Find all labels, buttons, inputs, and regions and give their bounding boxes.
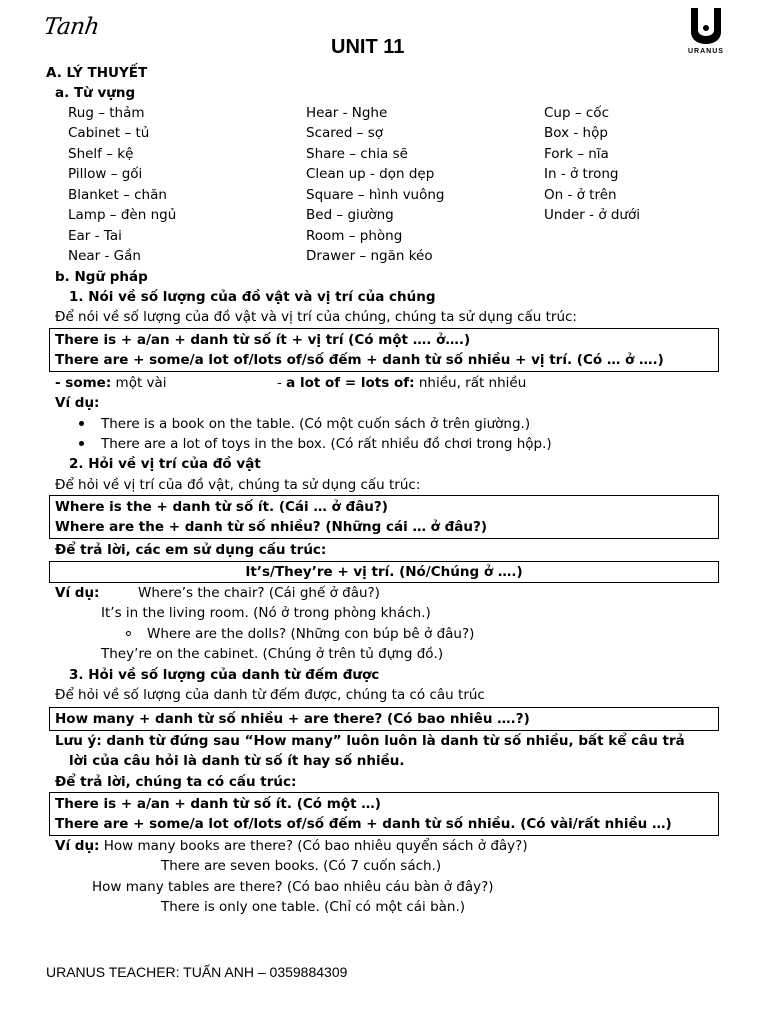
note-some: - some: một vài xyxy=(55,375,167,391)
bullet-icon xyxy=(79,441,84,446)
grammar-heading: b. Ngữ pháp xyxy=(55,269,148,285)
vocab-item: Bed – giường xyxy=(306,207,394,223)
vocab-item: On - ở trên xyxy=(544,187,617,203)
example-line: Ví dụ: How many books are there? (Có bao nhiêu quyển sách ở đây?) xyxy=(55,838,528,854)
grammar-1-intro: Để nói về số lượng của đồ vật và vị trí của chúng, chúng ta sử dụng cấu trúc: xyxy=(55,309,577,325)
structure-line: There are + some/a lot of/lots of/số đếm + danh từ số nhiều + vị trí. (Có … ở ….) xyxy=(55,352,664,368)
example-sentence: They’re on the cabinet. (Chúng ở trên tủ đựng đồ.) xyxy=(101,646,444,662)
structure-box xyxy=(49,328,719,372)
note-a-lot-of: - a lot of = lots of: nhiều, rất nhiều xyxy=(277,375,527,391)
grammar-2-heading: 2. Hỏi về vị trí của đồ vật xyxy=(69,456,261,472)
vocab-item: Under - ở dưới xyxy=(544,207,641,223)
vocab-item: Cabinet – tủ xyxy=(68,125,150,141)
vocab-item: Clean up - dọn dẹp xyxy=(306,166,435,182)
note-line: Lưu ý: danh từ đứng sau “How many” luôn luôn là danh từ số nhiều, bất kể câu trả xyxy=(55,733,685,749)
logo-text: URANUS xyxy=(688,48,724,55)
bullet-icon xyxy=(79,421,84,426)
example-sentence: Where are the dolls? (Những con búp bê ở đâu?) xyxy=(147,626,475,642)
vocab-item: Pillow – gối xyxy=(68,166,143,182)
structure-line: There are + some/a lot of/lots of/số đếm + danh từ số nhiều. (Có vài/rất nhiều …) xyxy=(55,816,672,832)
structure-box xyxy=(49,495,719,539)
uranus-logo xyxy=(684,6,728,58)
vocab-heading: a. Từ vựng xyxy=(55,85,136,101)
vocab-item: Blanket – chăn xyxy=(68,187,167,203)
structure-line: It’s/They’re + vị trí. (Nó/Chúng ở ….) xyxy=(245,564,523,580)
structure-line: There is + a/an + danh từ số ít. (Có một …) xyxy=(55,796,381,812)
answer-intro: Để trả lời, các em sử dụng cấu trúc: xyxy=(55,542,327,558)
example-sentence: Where’s the chair? (Cái ghế ở đâu?) xyxy=(138,585,380,601)
example-sentence: It’s in the living room. (Nó ở trong phòng khách.) xyxy=(101,605,431,621)
vocab-item: Room – phòng xyxy=(306,228,403,244)
page-title: UNIT 11 xyxy=(331,36,405,58)
structure-line: Where are the + danh từ số nhiều? (Những cái … ở đâu?) xyxy=(55,519,488,535)
vocab-item: Box - hộp xyxy=(544,125,608,141)
example-sentence: How many tables are there? (Có bao nhiêu cáu bàn ở đây?) xyxy=(92,879,494,895)
structure-box xyxy=(49,792,719,836)
structure-line: How many + danh từ số nhiều + are there? (Có bao nhiêu ….?) xyxy=(55,711,530,727)
vocab-item: Cup – cốc xyxy=(544,105,609,121)
section-heading: A. LÝ THUYẾT xyxy=(46,65,148,81)
footer: URANUS TEACHER: TUẤN ANH – 0359884309 xyxy=(46,964,348,980)
structure-line: Where is the + danh từ số ít. (Cái … ở đâu?) xyxy=(55,499,388,515)
grammar-2-intro: Để hỏi về vị trí của đồ vật, chúng ta sử dụng cấu trúc: xyxy=(55,477,421,493)
vocab-item: Rug – thảm xyxy=(68,105,145,121)
circle-bullet-icon xyxy=(126,631,131,636)
answer-intro: Để trả lời, chúng ta có cấu trúc: xyxy=(55,774,297,790)
structure-line: There is + a/an + danh từ số ít + vị trí (Có một …. ở….) xyxy=(55,332,471,348)
grammar-3-heading: 3. Hỏi về số lượng của danh từ đếm được xyxy=(69,667,380,683)
vocab-item: Drawer – ngăn kéo xyxy=(306,248,433,264)
example-sentence: There is only one table. (Chỉ có một cái bàn.) xyxy=(161,899,466,915)
grammar-3-intro: Để hỏi về số lượng của danh từ đếm được, chúng ta có câu trúc xyxy=(55,687,485,703)
vocab-item: Share – chia sẽ xyxy=(306,146,408,162)
vocab-item: Ear - Tai xyxy=(68,228,122,244)
vocab-item: Scared – sợ xyxy=(306,125,384,141)
vocab-item: In - ở trong xyxy=(544,166,619,182)
uranus-logo-icon xyxy=(684,6,728,48)
example-sentence: There is a book on the table. (Có một cuốn sách ở trên giường.) xyxy=(101,416,531,432)
structure-box xyxy=(49,707,719,731)
vocab-item: Fork – nĩa xyxy=(544,146,609,162)
example-label: Ví dụ: xyxy=(55,395,100,411)
example-sentence: There are a lot of toys in the box. (Có rất nhiều đồ chơi trong hộp.) xyxy=(101,436,552,452)
example-sentence: There are seven books. (Có 7 cuốn sách.) xyxy=(161,858,442,874)
vocab-item: Hear - Nghe xyxy=(306,105,388,121)
signature: Tanh xyxy=(42,14,101,40)
vocab-item: Shelf – kệ xyxy=(68,146,134,162)
vocab-item: Near - Gần xyxy=(68,248,141,264)
structure-box xyxy=(49,561,719,583)
grammar-1-heading: 1. Nói về số lượng của đồ vật và vị trí của chúng xyxy=(69,289,436,305)
vocab-item: Square – hình vuông xyxy=(306,187,445,203)
vocab-item: Lamp – đèn ngủ xyxy=(68,207,177,223)
example-label: Ví dụ: xyxy=(55,585,100,601)
note-line: lời của câu hỏi là danh từ số ít hay số nhiều. xyxy=(69,753,405,769)
